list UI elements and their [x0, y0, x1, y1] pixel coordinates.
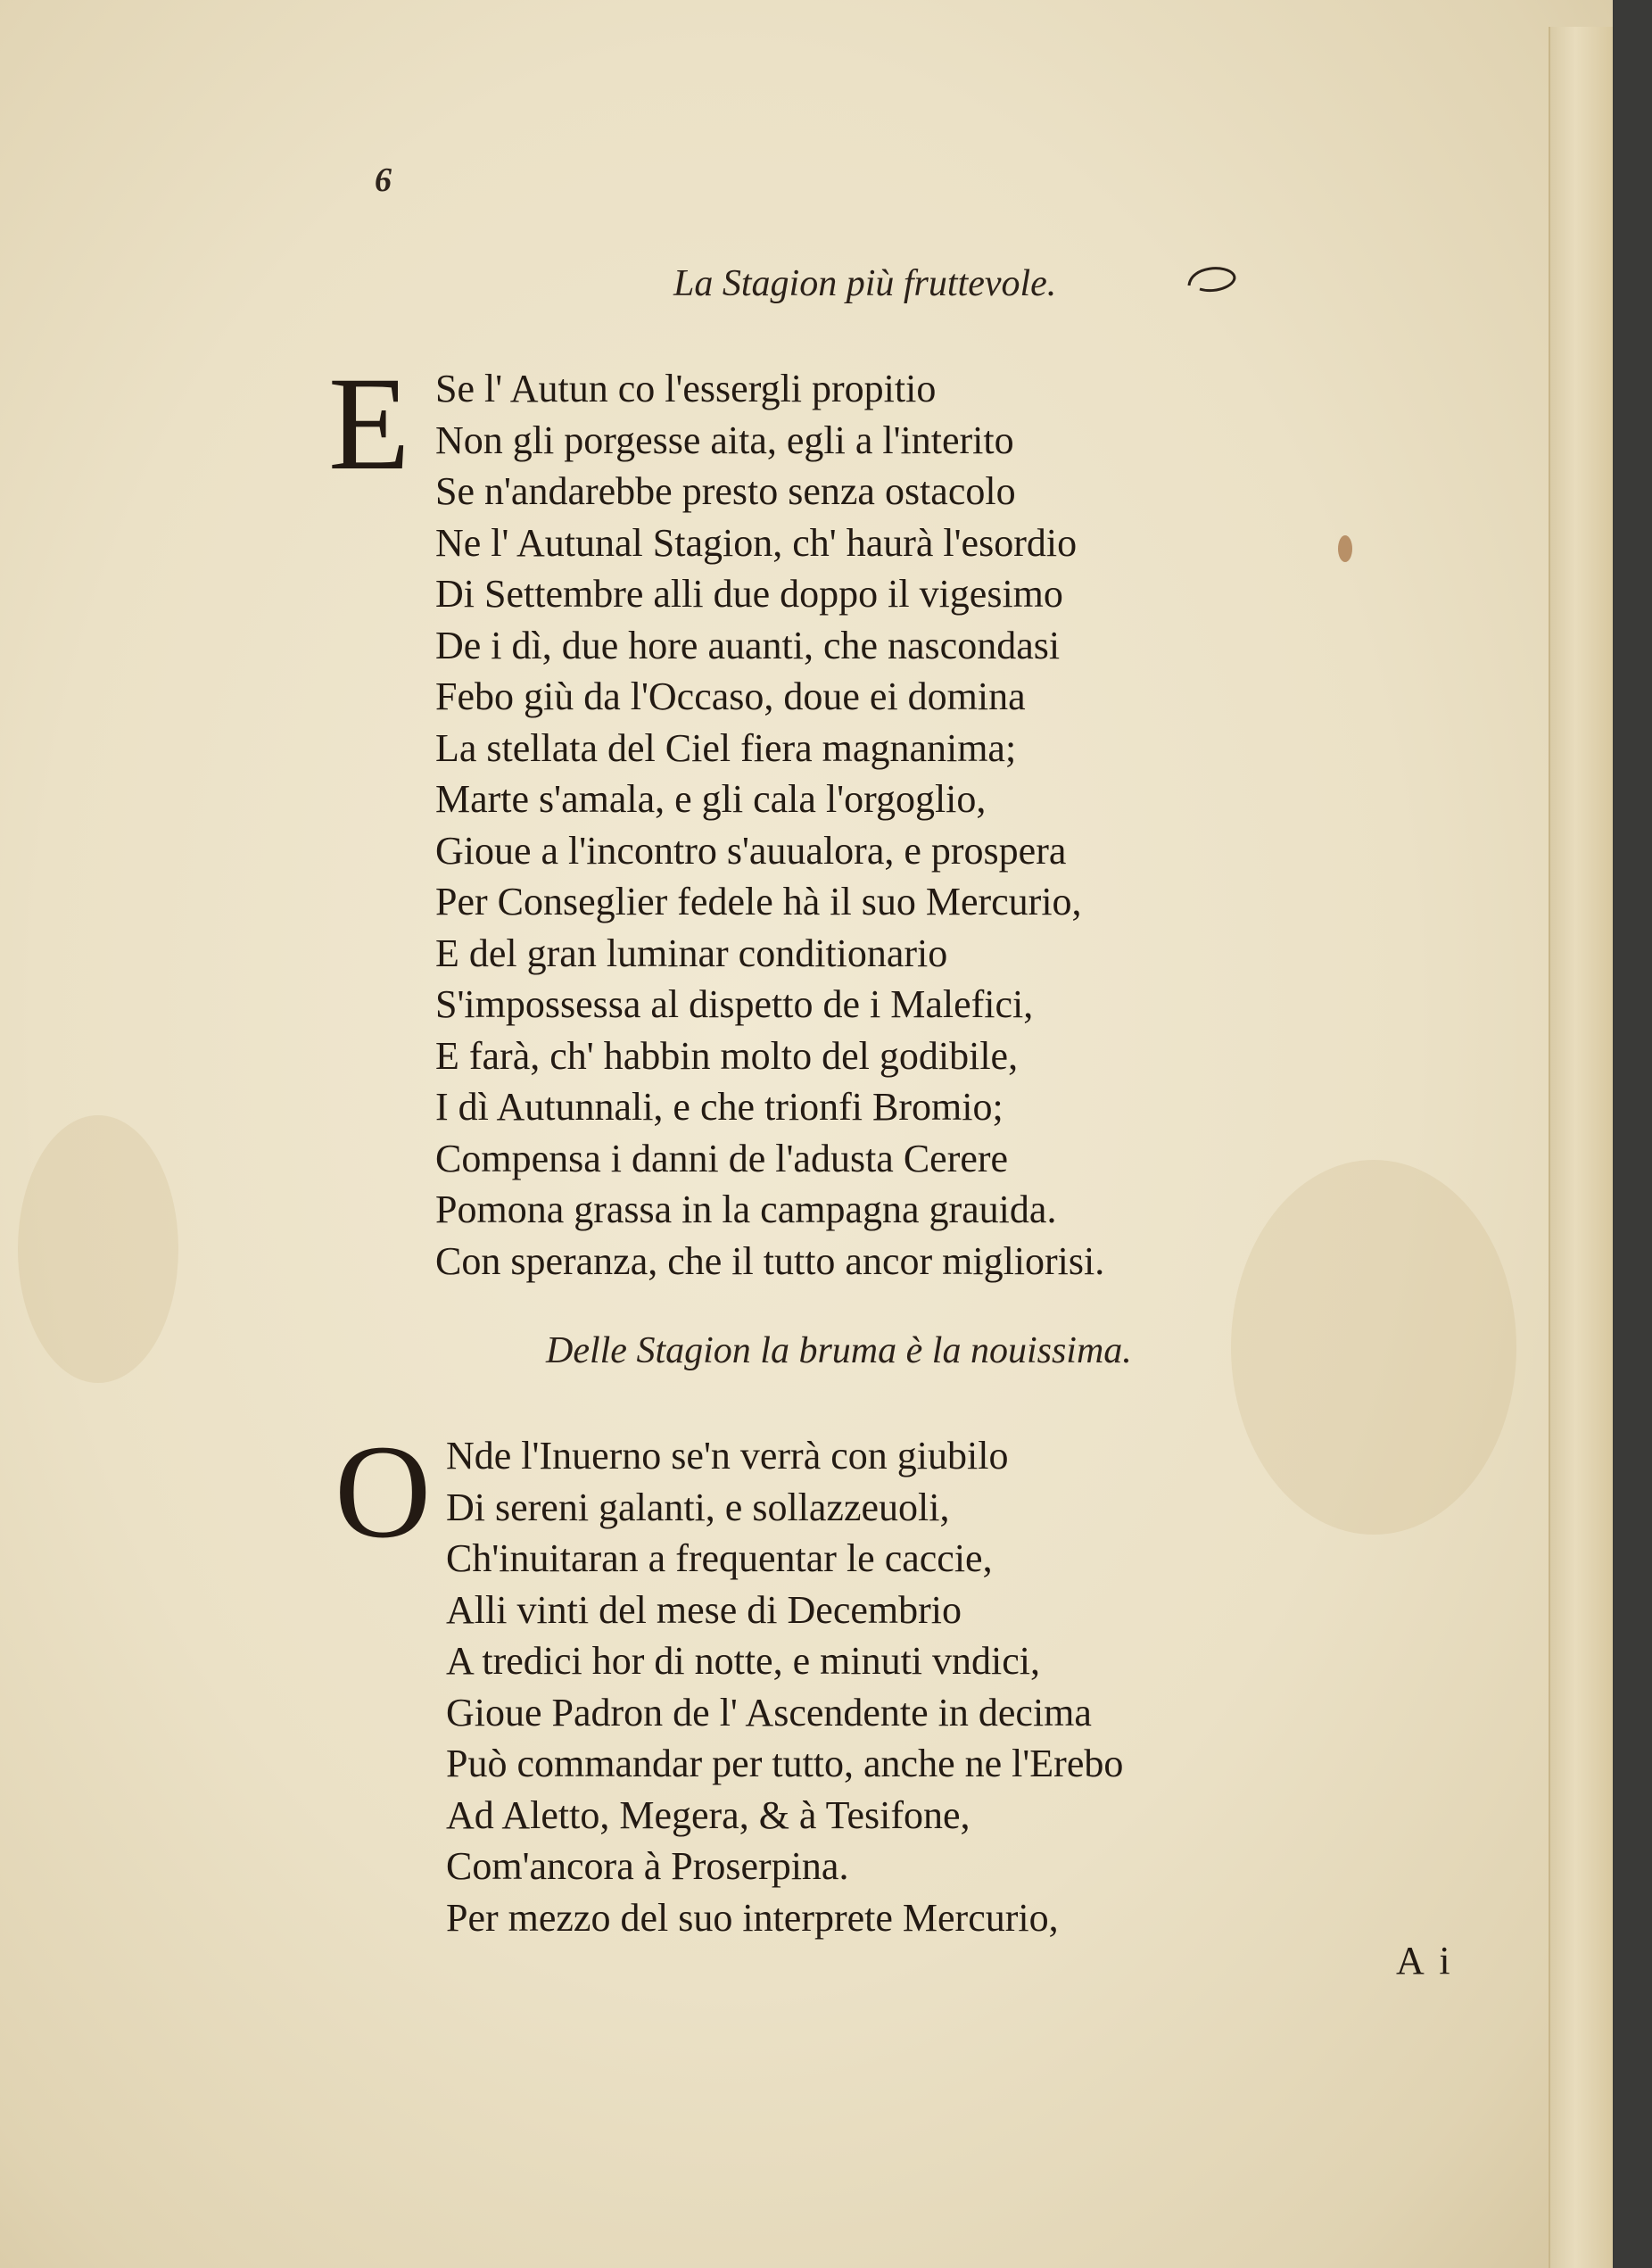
section-heading: La Stagion più fruttevole. [673, 263, 1057, 304]
verse-line: S'impossessa al dispetto de i Malefici, [435, 982, 1034, 1026]
verse-line: La stellata del Ciel fiera magnanima; [435, 725, 1017, 770]
verse-line: Com'ancora à Proserpina. [446, 1844, 849, 1888]
verse-line: Pomona grassa in la campagna grauida. [435, 1188, 1057, 1231]
verse-line: Nde l'Inuerno se'n verrà con giubilo [446, 1434, 1009, 1478]
paper-stain [18, 1115, 178, 1383]
verse-line: I dì Autunnali, e che trionfi Bromio; [435, 1085, 1004, 1129]
verse-line: Di Settembre alli due doppo il vigesimo [435, 572, 1063, 616]
verse-line: Ch'inuitaran a frequentar le caccie, [446, 1536, 993, 1580]
verse-line: Alli vinti del mese di Decembrio [446, 1587, 962, 1632]
verse-line: Per mezzo del suo interprete Mercurio, [446, 1895, 1059, 1940]
verse-line: Febo giù da l'Occaso, doue ei domina [435, 675, 1026, 718]
verse-block [446, 1430, 1123, 1943]
verse-block [435, 363, 1104, 1287]
verse-line: Con speranza, che il tutto ancor migliorisi. [435, 1238, 1105, 1283]
verse-line: Ne l' Autunal Stagion, ch' haurà l'esordio [435, 520, 1078, 565]
verse-line: Se n'andarebbe presto senza ostacolo [435, 469, 1016, 513]
signature-mark: A i [1396, 1939, 1454, 1982]
verse-line: E del gran luminar conditionario [435, 931, 948, 975]
verse-line: Per Conseglier fedele hà il suo Mercurio, [435, 880, 1082, 923]
drop-cap: E [328, 350, 410, 498]
paper-stain [1231, 1160, 1516, 1535]
ornament-flourish [1182, 259, 1244, 314]
page-edge [1549, 27, 1613, 2268]
verse-line: Non gli porgesse aita, egli a l'interito [435, 418, 1014, 462]
verse-line: Di sereni galanti, e sollazzeuoli, [446, 1485, 950, 1529]
verse-line: A tredici hor di notte, e minuti vndici, [446, 1639, 1040, 1683]
verse-line: Gioue Padron de l' Ascendente in decima [446, 1690, 1092, 1734]
section-heading: Delle Stagion la bruma è la nouissima. [546, 1330, 1132, 1371]
verse-line: Marte s'amala, e gli cala l'orgoglio, [435, 777, 987, 821]
page-number: 6 [375, 161, 392, 199]
paper-stain [1338, 535, 1352, 562]
verse-line: Gioue a l'incontro s'auualora, e prospera [435, 828, 1067, 873]
verse-line: Se l' Autun co l'essergli propitio [435, 367, 937, 410]
verse-line: De i dì, due hore auanti, che nascondasi [435, 623, 1061, 667]
verse-line: Ad Aletto, Megera, & à Tesifone, [446, 1792, 971, 1837]
verse-line: Può commandar per tutto, anche ne l'Erebo [446, 1742, 1124, 1785]
drop-cap: O [335, 1418, 432, 1566]
verse-line: Compensa i danni de l'adusta Cerere [435, 1136, 1009, 1180]
verse-line: E farà, ch' habbin molto del godibile, [435, 1033, 1019, 1078]
